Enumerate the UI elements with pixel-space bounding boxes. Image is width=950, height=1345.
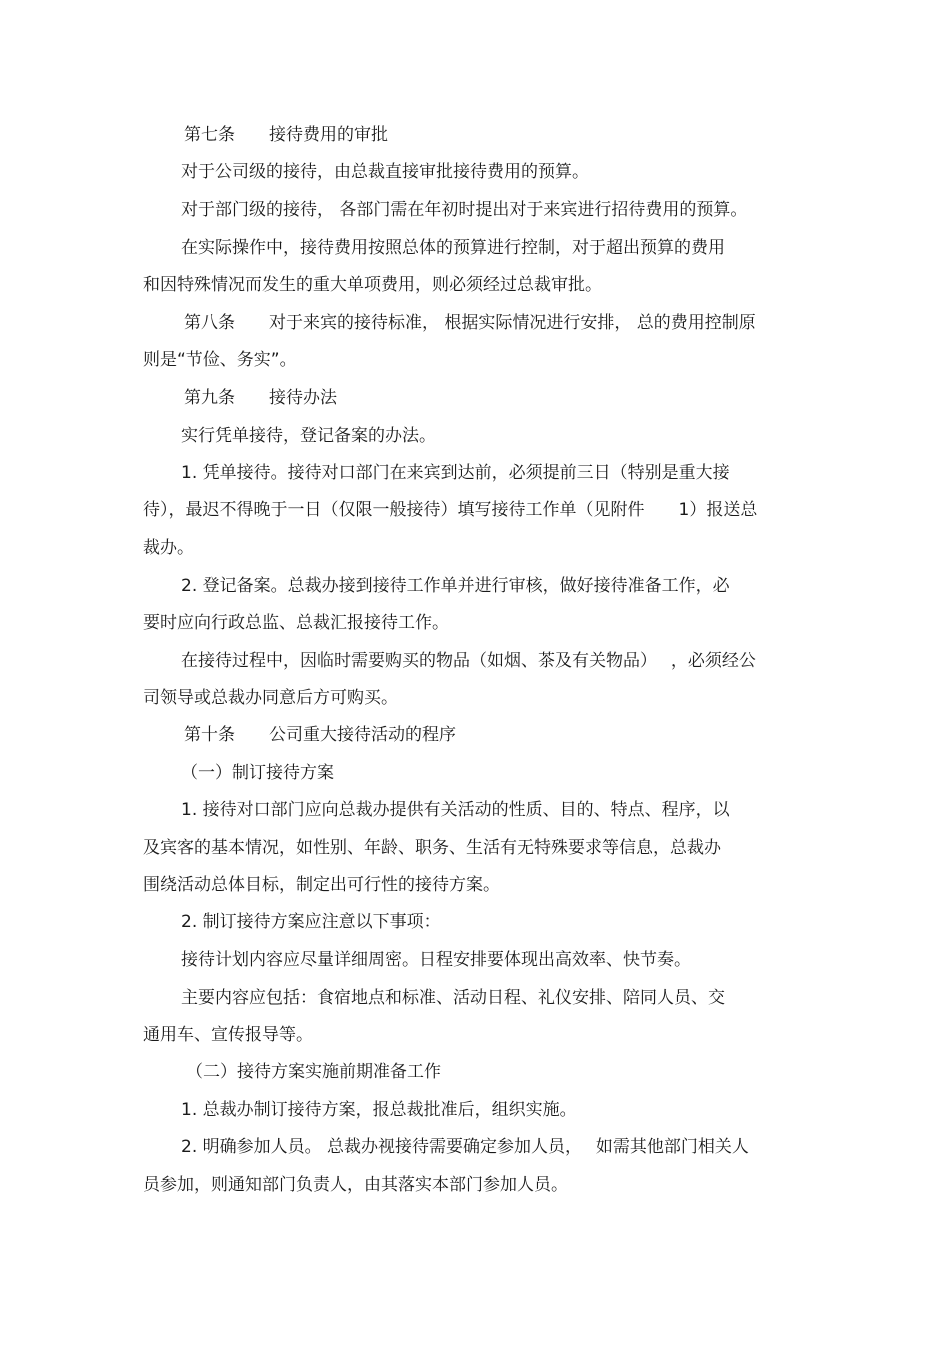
paragraph-line: 接待计划内容应尽量详细周密。日程安排要体现出高效率、快节奏。 — [181, 950, 691, 970]
paragraph-line: 则是“节俭、务实”。 — [143, 350, 297, 370]
list-item-line: 2. 制订接待方案应注意以下事项： — [181, 912, 441, 932]
list-item-line: 2. 明确参加人员。 总裁办视接待需要确定参加人员， 如需其他部门相关人 — [181, 1137, 749, 1157]
paragraph-line: 主要内容应包括：食宿地点和标准、活动日程、礼仪安排、陪同人员、交 — [181, 988, 725, 1008]
paragraph-line: 围绕活动总体目标，制定出可行性的接待方案。 — [143, 875, 500, 895]
list-item-line: 1. 总裁办制订接待方案，报总裁批准后，组织实施。 — [181, 1100, 577, 1120]
paragraph-line: 裁办。 — [143, 538, 194, 558]
paragraph-line: 通用车、宣传报导等。 — [143, 1025, 313, 1045]
paragraph-line: 司领导或总裁办同意后方可购买。 — [143, 688, 398, 708]
paragraph-line: 实行凭单接待，登记备案的办法。 — [181, 426, 436, 446]
section-heading: （一）制订接待方案 — [181, 763, 334, 783]
paragraph-line: 对于部门级的接待， 各部门需在年初时提出对于来宾进行招待费用的预算。 — [181, 200, 748, 220]
list-item-line: 1. 接待对口部门应向总裁办提供有关活动的性质、目的、特点、程序，以 — [181, 800, 730, 820]
paragraph-line: 和因特殊情况而发生的重大单项费用，则必须经过总裁审批。 — [143, 275, 602, 295]
article-9-heading: 第九条 接待办法 — [184, 388, 337, 408]
section-heading: （二）接待方案实施前期准备工作 — [186, 1062, 441, 1082]
paragraph-line: 员参加，则通知部门负责人，由其落实本部门参加人员。 — [143, 1175, 568, 1195]
paragraph-line: 在接待过程中，因临时需要购买的物品（如烟、茶及有关物品） ，必须经公 — [181, 651, 756, 671]
paragraph-line: 及宾客的基本情况，如性别、年龄、职务、生活有无特殊要求等信息，总裁办 — [143, 838, 721, 858]
paragraph-line: 要时应向行政总监、总裁汇报接待工作。 — [143, 613, 449, 633]
paragraph-line: 在实际操作中，接待费用按照总体的预算进行控制，对于超出预算的费用 — [181, 238, 725, 258]
list-item-line: 2. 登记备案。总裁办接到接待工作单并进行审核，做好接待准备工作，必 — [181, 576, 730, 596]
article-10-heading: 第十条 公司重大接待活动的程序 — [184, 725, 456, 745]
article-7-heading: 第七条 接待费用的审批 — [184, 125, 388, 145]
paragraph-line: 对于公司级的接待，由总裁直接审批接待费用的预算。 — [181, 162, 589, 182]
paragraph-line: 待），最迟不得晚于一日（仅限一般接待）填写接待工作单（见附件 1）报送总 — [143, 500, 758, 520]
list-item-line: 1. 凭单接待。接待对口部门在来宾到达前，必须提前三日（特别是重大接 — [181, 463, 730, 483]
article-8-heading: 第八条 对于来宾的接待标准， 根据实际情况进行安排， 总的费用控制原 — [184, 313, 756, 333]
